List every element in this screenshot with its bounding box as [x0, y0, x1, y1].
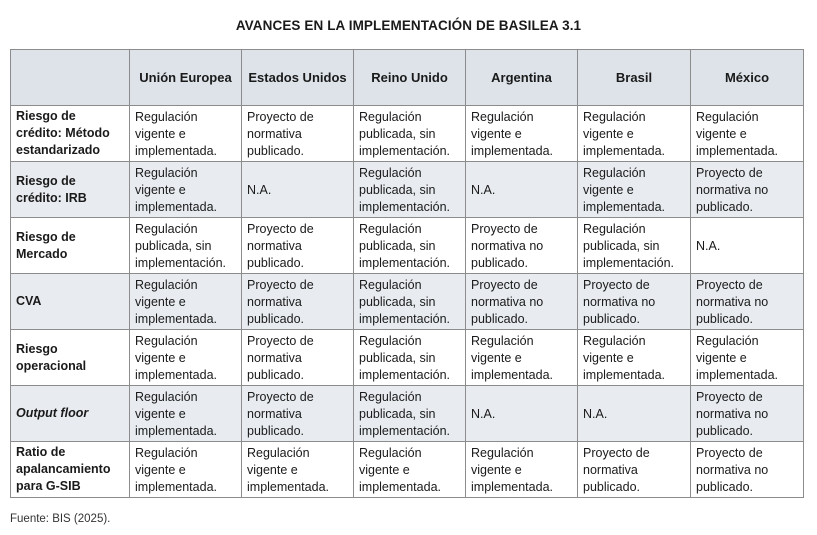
table-cell: Proyecto de normativa no publicado. — [691, 386, 804, 442]
table-cell: Proyecto de normativa no publicado. — [691, 442, 804, 498]
table-cell: Regulación vigente e implementada. — [578, 106, 691, 162]
column-header-brasil: Brasil — [578, 50, 691, 106]
table-cell: Regulación publicada, sin implementación. — [130, 218, 242, 274]
table-row — [11, 106, 804, 162]
table-row — [11, 330, 804, 386]
row-header: Riesgo operacional — [11, 330, 130, 386]
column-header-estados-unidos: Estados Unidos — [242, 50, 354, 106]
table-row — [11, 274, 804, 330]
row-header: Ratio de apalancamiento para G-SIB — [11, 442, 130, 498]
column-header-argentina: Argentina — [466, 50, 578, 106]
table-cell: N.A. — [691, 218, 804, 274]
source-note: Fuente: BIS (2025). — [10, 513, 111, 525]
table-cell: Regulación publicada, sin implementación. — [354, 274, 466, 330]
table-cell: N.A. — [466, 162, 578, 218]
table-cell: Regulación publicada, sin implementación. — [578, 218, 691, 274]
table-cell: N.A. — [578, 386, 691, 442]
table-cell: Proyecto de normativa no publicado. — [691, 162, 804, 218]
table-cell: Proyecto de normativa no publicado. — [466, 274, 578, 330]
table-cell: Regulación publicada, sin implementación. — [354, 218, 466, 274]
table-cell: Regulación vigente e implementada. — [466, 106, 578, 162]
table-cell: Regulación vigente e implementada. — [466, 442, 578, 498]
table-cell: Proyecto de normativa no publicado. — [691, 274, 804, 330]
table-cell: Regulación vigente e implementada. — [130, 330, 242, 386]
table-cell: Regulación vigente e implementada. — [130, 386, 242, 442]
table-cell: Regulación vigente e implementada. — [130, 106, 242, 162]
table-cell: Regulación vigente e implementada. — [242, 442, 354, 498]
column-header-mexico: México — [691, 50, 804, 106]
table-cell: Regulación vigente e implementada. — [691, 330, 804, 386]
table-cell: Regulación publicada, sin implementación. — [354, 106, 466, 162]
table-cell: Regulación vigente e implementada. — [691, 106, 804, 162]
table-cell: Proyecto de normativa publicado. — [242, 106, 354, 162]
table-cell: Proyecto de normativa publicado. — [578, 442, 691, 498]
table-cell: Proyecto de normativa publicado. — [242, 330, 354, 386]
table-row — [11, 386, 804, 442]
table-row — [11, 442, 804, 498]
row-header: CVA — [11, 274, 130, 330]
table-cell: Proyecto de normativa no publicado. — [466, 218, 578, 274]
row-header: Riesgo de Mercado — [11, 218, 130, 274]
table-row — [11, 162, 804, 218]
column-header-union-europea: Unión Europea — [130, 50, 242, 106]
table-row — [11, 218, 804, 274]
table-cell: Proyecto de normativa publicado. — [242, 218, 354, 274]
table-title: AVANCES EN LA IMPLEMENTACIÓN DE BASILEA 3.1 — [235, 18, 582, 33]
table-cell: Regulación vigente e implementada. — [578, 330, 691, 386]
row-header: Riesgo de crédito: IRB — [11, 162, 130, 218]
table-cell: Proyecto de normativa publicado. — [242, 386, 354, 442]
table-cell: Regulación vigente e implementada. — [130, 162, 242, 218]
header-row — [11, 50, 804, 106]
row-header: Output floor — [11, 386, 130, 442]
table-cell: Regulación vigente e implementada. — [130, 442, 242, 498]
table-cell: Regulación publicada, sin implementación. — [354, 330, 466, 386]
table-body — [11, 106, 804, 498]
table-cell: Regulación vigente e implementada. — [466, 330, 578, 386]
table-cell: Regulación publicada, sin implementación. — [354, 386, 466, 442]
row-header: Riesgo de crédito: Método estandarizado — [11, 106, 130, 162]
table-cell: N.A. — [466, 386, 578, 442]
table-cell: Regulación vigente e implementada. — [130, 274, 242, 330]
header-corner-cell — [11, 50, 130, 106]
table-cell: Regulación vigente e implementada. — [354, 442, 466, 498]
column-header-reino-unido: Reino Unido — [354, 50, 466, 106]
implementation-table — [10, 49, 804, 498]
table-cell: Regulación publicada, sin implementación. — [354, 162, 466, 218]
table-cell: Proyecto de normativa no publicado. — [578, 274, 691, 330]
table-cell: N.A. — [242, 162, 354, 218]
table-cell: Regulación vigente e implementada. — [578, 162, 691, 218]
table-cell: Proyecto de normativa publicado. — [242, 274, 354, 330]
